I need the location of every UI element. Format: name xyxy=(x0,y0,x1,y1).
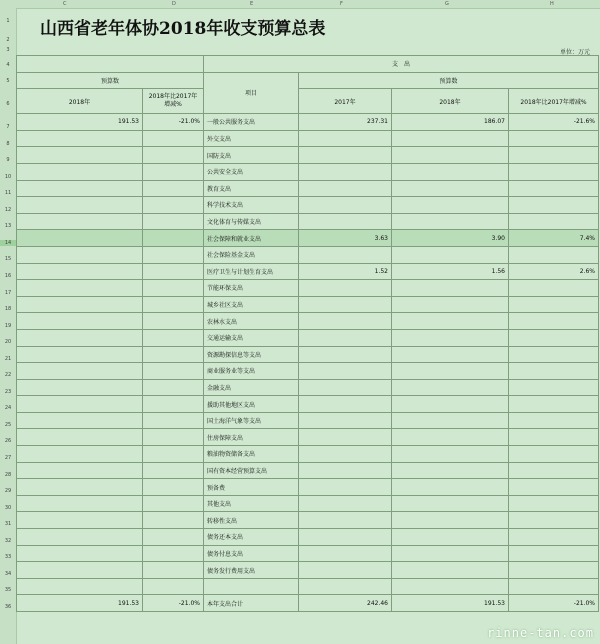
budget-2018-cell[interactable] xyxy=(17,429,143,446)
row-number[interactable]: 13 xyxy=(4,223,12,230)
change-left-cell[interactable] xyxy=(143,263,204,280)
value-2017-cell[interactable] xyxy=(299,578,392,595)
change-left-cell[interactable] xyxy=(143,562,204,579)
change-right-cell[interactable] xyxy=(509,446,599,463)
item-cell[interactable]: 债务付息支出 xyxy=(204,545,299,562)
value-2018-cell[interactable] xyxy=(392,130,509,147)
col-letter-g[interactable]: G xyxy=(445,1,449,7)
value-2017-cell[interactable]: 242.46 xyxy=(299,595,392,612)
col-letter-f[interactable]: F xyxy=(340,1,343,7)
change-right-cell[interactable] xyxy=(509,578,599,595)
change-left-cell[interactable] xyxy=(143,147,204,164)
value-2018-cell[interactable]: 191.53 xyxy=(392,595,509,612)
change-left-cell[interactable] xyxy=(143,197,204,214)
budget-2018-cell[interactable] xyxy=(17,462,143,479)
table-row xyxy=(17,578,599,595)
budget-header-right[interactable]: 预算数 xyxy=(299,72,599,89)
change-left-cell[interactable] xyxy=(143,429,204,446)
budget-table xyxy=(16,55,599,612)
change-right-cell[interactable] xyxy=(509,545,599,562)
item-cell[interactable]: 本年支出合计 xyxy=(204,595,299,612)
table-row xyxy=(17,396,599,413)
table-row xyxy=(17,263,599,280)
header-row-1 xyxy=(17,56,599,73)
value-2017-cell[interactable]: 3.63 xyxy=(299,230,392,247)
item-cell[interactable]: 科学技术支出 xyxy=(204,197,299,214)
change-right-cell[interactable] xyxy=(509,313,599,330)
change-right-cell[interactable] xyxy=(509,495,599,512)
change-right-cell[interactable] xyxy=(509,213,599,230)
budget-2018-cell[interactable] xyxy=(17,529,143,546)
value-2018-cell[interactable] xyxy=(392,329,509,346)
value-2018-cell[interactable] xyxy=(392,462,509,479)
change-right-cell[interactable]: 2.6% xyxy=(509,263,599,280)
value-2017-cell[interactable] xyxy=(299,213,392,230)
change-left-cell[interactable] xyxy=(143,180,204,197)
table-row xyxy=(17,296,599,313)
row-number[interactable]: 29 xyxy=(4,488,12,495)
table-row xyxy=(17,313,599,330)
row-number[interactable]: 27 xyxy=(4,455,12,461)
budget-2018-cell[interactable] xyxy=(17,578,143,595)
item-cell[interactable]: 国有资本经营预算支出 xyxy=(204,462,299,479)
table-row xyxy=(17,230,599,247)
change-left-cell[interactable] xyxy=(143,363,204,380)
value-2018-cell[interactable] xyxy=(392,545,509,562)
change-header-right[interactable]: 2018年比2017年增减% xyxy=(509,89,599,114)
table-row xyxy=(17,379,599,396)
table-row xyxy=(17,412,599,429)
change-right-cell[interactable] xyxy=(509,429,599,446)
row-number[interactable]: 25 xyxy=(4,421,12,428)
row-number[interactable]: 24 xyxy=(4,405,12,412)
value-2017-cell[interactable] xyxy=(299,147,392,164)
year-2018b-header[interactable]: 2018年 xyxy=(392,89,509,114)
change-right-cell[interactable] xyxy=(509,512,599,529)
item-cell[interactable] xyxy=(204,578,299,595)
row-number[interactable]: 33 xyxy=(4,554,12,561)
budget-2018-cell[interactable]: 191.53 xyxy=(17,595,143,612)
row-number[interactable]: 21 xyxy=(4,355,12,362)
row-number[interactable]: 6 xyxy=(6,101,10,107)
value-2018-cell[interactable] xyxy=(392,412,509,429)
table-row xyxy=(17,147,599,164)
change-left-cell[interactable] xyxy=(143,462,204,479)
item-cell[interactable]: 转移性支出 xyxy=(204,512,299,529)
year-2018-header[interactable]: 2018年 xyxy=(17,89,143,114)
row-number[interactable]: 9 xyxy=(6,157,10,164)
table-row xyxy=(17,163,599,180)
row-number[interactable]: 20 xyxy=(4,339,12,346)
budget-2018-cell[interactable] xyxy=(17,147,143,164)
item-cell[interactable]: 节能环保支出 xyxy=(204,280,299,297)
row-number[interactable]: 34 xyxy=(4,570,12,577)
row-number[interactable]: 12 xyxy=(4,206,12,213)
item-cell[interactable]: 城乡社区支出 xyxy=(204,296,299,313)
change-left-cell[interactable] xyxy=(143,529,204,546)
value-2018-cell[interactable] xyxy=(392,147,509,164)
budget-2018-cell[interactable] xyxy=(17,495,143,512)
page-title: 山西省老年体协2018年收支预算总表 xyxy=(40,19,326,39)
header-row-2 xyxy=(17,72,599,89)
change-right-cell[interactable] xyxy=(509,163,599,180)
budget-2018-cell[interactable] xyxy=(17,163,143,180)
year-2017-header[interactable]: 2017年 xyxy=(299,89,392,114)
change-right-cell[interactable] xyxy=(509,130,599,147)
value-2018-cell[interactable] xyxy=(392,396,509,413)
header-row-3 xyxy=(17,89,599,114)
row-number[interactable]: 3 xyxy=(6,47,10,53)
change-left-cell[interactable] xyxy=(143,396,204,413)
row-number[interactable]: 26 xyxy=(4,438,12,445)
change-left-cell[interactable] xyxy=(143,296,204,313)
change-right-cell[interactable]: 7.4% xyxy=(509,230,599,247)
item-cell[interactable]: 商业服务业等支出 xyxy=(204,363,299,380)
value-2017-cell[interactable] xyxy=(299,329,392,346)
value-2018-cell[interactable] xyxy=(392,446,509,463)
value-2018-cell[interactable] xyxy=(392,296,509,313)
table-row xyxy=(17,545,599,562)
change-left-cell[interactable] xyxy=(143,213,204,230)
row-number[interactable]: 28 xyxy=(4,471,12,478)
value-2018-cell[interactable] xyxy=(392,346,509,363)
budget-2018-cell[interactable] xyxy=(17,379,143,396)
value-2017-cell[interactable] xyxy=(299,280,392,297)
budget-2018-cell[interactable] xyxy=(17,296,143,313)
row-number[interactable]: 23 xyxy=(4,388,12,395)
change-right-cell[interactable] xyxy=(509,363,599,380)
change-left-cell[interactable] xyxy=(143,313,204,330)
value-2018-cell[interactable] xyxy=(392,197,509,214)
table-row xyxy=(17,495,599,512)
table-row xyxy=(17,346,599,363)
change-right-cell[interactable] xyxy=(509,180,599,197)
change-right-cell[interactable] xyxy=(509,462,599,479)
value-2017-cell[interactable] xyxy=(299,180,392,197)
value-2017-cell[interactable]: 1.52 xyxy=(299,263,392,280)
budget-2018-cell[interactable] xyxy=(17,197,143,214)
item-cell[interactable]: 农林水支出 xyxy=(204,313,299,330)
change-right-cell[interactable] xyxy=(509,346,599,363)
value-2017-cell[interactable] xyxy=(299,462,392,479)
value-2017-cell[interactable] xyxy=(299,512,392,529)
table-row xyxy=(17,363,599,380)
value-2017-cell[interactable] xyxy=(299,545,392,562)
value-2018-cell[interactable] xyxy=(392,512,509,529)
column-header-bar xyxy=(0,0,600,9)
value-2018-cell[interactable] xyxy=(392,163,509,180)
row-number[interactable]: 4 xyxy=(6,62,10,68)
table-row xyxy=(17,462,599,479)
item-cell[interactable]: 文化体育与传媒支出 xyxy=(204,213,299,230)
budget-2018-cell[interactable] xyxy=(17,363,143,380)
value-2017-cell[interactable] xyxy=(299,363,392,380)
row-number[interactable]: 7 xyxy=(6,124,10,130)
value-2018-cell[interactable] xyxy=(392,495,509,512)
value-2018-cell[interactable]: 3.90 xyxy=(392,230,509,247)
row-number[interactable]: 1 xyxy=(6,18,10,24)
change-right-cell[interactable] xyxy=(509,479,599,496)
item-cell[interactable]: 粮油物资储备支出 xyxy=(204,446,299,463)
item-cell[interactable]: 住房保障支出 xyxy=(204,429,299,446)
value-2017-cell[interactable] xyxy=(299,446,392,463)
expense-header[interactable]: 支 出 xyxy=(204,56,599,73)
budget-2018-cell[interactable] xyxy=(17,562,143,579)
table-row xyxy=(17,114,599,131)
table-row xyxy=(17,213,599,230)
budget-2018-cell[interactable] xyxy=(17,280,143,297)
change-right-cell[interactable] xyxy=(509,412,599,429)
change-left-cell[interactable] xyxy=(143,280,204,297)
change-right-cell[interactable] xyxy=(509,246,599,263)
row-number[interactable]: 10 xyxy=(4,173,12,180)
value-2018-cell[interactable] xyxy=(392,429,509,446)
item-cell[interactable]: 交通运输支出 xyxy=(204,329,299,346)
item-cell[interactable]: 国防支出 xyxy=(204,147,299,164)
value-2018-cell[interactable] xyxy=(392,529,509,546)
value-2018-cell[interactable]: 1.56 xyxy=(392,263,509,280)
change-right-cell[interactable] xyxy=(509,379,599,396)
table-row xyxy=(17,280,599,297)
budget-2018-cell[interactable] xyxy=(17,512,143,529)
row-number[interactable]: 36 xyxy=(4,603,12,610)
value-2017-cell[interactable] xyxy=(299,379,392,396)
row-number[interactable]: 8 xyxy=(6,140,10,147)
budget-2018-cell[interactable] xyxy=(17,313,143,330)
change-left-cell[interactable] xyxy=(143,412,204,429)
table-row xyxy=(17,197,599,214)
value-2017-cell[interactable] xyxy=(299,479,392,496)
value-2018-cell[interactable] xyxy=(392,313,509,330)
value-2017-cell[interactable] xyxy=(299,562,392,579)
row-number[interactable]: 16 xyxy=(4,272,12,279)
col-letter-c[interactable]: C xyxy=(63,1,67,7)
change-left-cell[interactable] xyxy=(143,230,204,247)
table-row xyxy=(17,562,599,579)
item-cell[interactable]: 债务还本支出 xyxy=(204,529,299,546)
item-cell[interactable]: 外交支出 xyxy=(204,130,299,147)
value-2017-cell[interactable] xyxy=(299,296,392,313)
change-right-cell[interactable] xyxy=(509,329,599,346)
col-letter-d[interactable]: D xyxy=(172,1,176,7)
value-2017-cell[interactable] xyxy=(299,130,392,147)
row-number-column xyxy=(0,8,17,644)
item-cell[interactable]: 社会保险基金支出 xyxy=(204,246,299,263)
value-2017-cell[interactable] xyxy=(299,529,392,546)
item-cell[interactable]: 其他支出 xyxy=(204,495,299,512)
value-2018-cell[interactable] xyxy=(392,180,509,197)
value-2017-cell[interactable] xyxy=(299,412,392,429)
value-2018-cell[interactable] xyxy=(392,280,509,297)
value-2017-cell[interactable] xyxy=(299,429,392,446)
table-row xyxy=(17,529,599,546)
change-left-cell[interactable] xyxy=(143,379,204,396)
budget-2018-cell[interactable] xyxy=(17,545,143,562)
row-number[interactable]: 14 xyxy=(0,240,16,246)
row-number[interactable]: 15 xyxy=(4,256,12,263)
change-left-cell[interactable] xyxy=(143,346,204,363)
budget-header-left[interactable]: 预算数 xyxy=(17,72,204,89)
item-cell[interactable]: 资源勘探信息等支出 xyxy=(204,346,299,363)
table-row xyxy=(17,246,599,263)
budget-2018-cell[interactable] xyxy=(17,263,143,280)
row-number[interactable]: 17 xyxy=(4,289,12,296)
change-left-cell[interactable] xyxy=(143,578,204,595)
value-2018-cell[interactable]: 186.07 xyxy=(392,114,509,131)
change-left-cell[interactable] xyxy=(143,545,204,562)
budget-2018-cell[interactable] xyxy=(17,479,143,496)
budget-2018-cell[interactable] xyxy=(17,412,143,429)
change-right-cell[interactable] xyxy=(509,280,599,297)
value-2017-cell[interactable] xyxy=(299,197,392,214)
budget-2018-cell[interactable] xyxy=(17,446,143,463)
value-2018-cell[interactable] xyxy=(392,213,509,230)
change-right-cell[interactable]: -21.6% xyxy=(509,114,599,131)
change-right-cell[interactable] xyxy=(509,197,599,214)
item-cell[interactable]: 国土海洋气象等支出 xyxy=(204,412,299,429)
budget-2018-cell[interactable] xyxy=(17,246,143,263)
table-row xyxy=(17,130,599,147)
change-right-cell[interactable] xyxy=(509,562,599,579)
table-row xyxy=(17,479,599,496)
value-2017-cell[interactable] xyxy=(299,346,392,363)
row-number[interactable]: 18 xyxy=(4,306,12,313)
row-number[interactable]: 31 xyxy=(4,521,12,528)
change-left-cell[interactable] xyxy=(143,446,204,463)
change-right-cell[interactable] xyxy=(509,296,599,313)
budget-2018-cell[interactable] xyxy=(17,130,143,147)
item-cell[interactable]: 预备费 xyxy=(204,479,299,496)
change-header-left[interactable]: 2018年比2017年增减% xyxy=(143,89,204,114)
item-header[interactable]: 项目 xyxy=(204,72,299,114)
value-2017-cell[interactable] xyxy=(299,163,392,180)
row-number[interactable]: 35 xyxy=(4,587,12,594)
change-left-cell[interactable]: -21.0% xyxy=(143,595,204,612)
watermark: rinne-tan.com xyxy=(487,626,594,640)
unit-label: 单位：万元 xyxy=(559,49,590,56)
col-letter-h[interactable]: H xyxy=(550,1,554,7)
change-left-cell[interactable] xyxy=(143,130,204,147)
budget-2018-cell[interactable]: 191.53 xyxy=(17,114,143,131)
row-number[interactable]: 2 xyxy=(6,37,10,43)
change-left-cell[interactable] xyxy=(143,246,204,263)
budget-2018-cell[interactable] xyxy=(17,180,143,197)
value-2018-cell[interactable] xyxy=(392,363,509,380)
row-number[interactable]: 11 xyxy=(4,190,12,197)
row-number[interactable]: 30 xyxy=(4,504,12,511)
value-2018-cell[interactable] xyxy=(392,479,509,496)
col-letter-e[interactable]: E xyxy=(250,1,254,7)
budget-2018-cell[interactable] xyxy=(17,346,143,363)
row-number[interactable]: 22 xyxy=(4,372,12,379)
row-number[interactable]: 19 xyxy=(4,322,12,329)
value-2017-cell[interactable]: 237.31 xyxy=(299,114,392,131)
value-2018-cell[interactable] xyxy=(392,379,509,396)
item-cell[interactable]: 债务发行费用支出 xyxy=(204,562,299,579)
change-left-cell[interactable]: -21.0% xyxy=(143,114,204,131)
item-cell[interactable]: 教育支出 xyxy=(204,180,299,197)
change-right-cell[interactable] xyxy=(509,147,599,164)
change-left-cell[interactable] xyxy=(143,329,204,346)
change-left-cell[interactable] xyxy=(143,495,204,512)
value-2017-cell[interactable] xyxy=(299,246,392,263)
change-right-cell[interactable] xyxy=(509,396,599,413)
change-left-cell[interactable] xyxy=(143,163,204,180)
item-cell[interactable]: 金融支出 xyxy=(204,379,299,396)
table-row xyxy=(17,180,599,197)
value-2017-cell[interactable] xyxy=(299,396,392,413)
change-right-cell[interactable]: -21.0% xyxy=(509,595,599,612)
budget-2018-cell[interactable] xyxy=(17,329,143,346)
change-left-cell[interactable] xyxy=(143,479,204,496)
table-row xyxy=(17,512,599,529)
budget-2018-cell[interactable] xyxy=(17,213,143,230)
value-2017-cell[interactable] xyxy=(299,495,392,512)
item-cell[interactable]: 援助其他地区支出 xyxy=(204,396,299,413)
header-blank-cell[interactable] xyxy=(17,56,204,73)
table-row xyxy=(17,446,599,463)
budget-2018-cell[interactable] xyxy=(17,230,143,247)
row-number[interactable]: 32 xyxy=(4,537,12,544)
change-left-cell[interactable] xyxy=(143,512,204,529)
value-2018-cell[interactable] xyxy=(392,246,509,263)
item-cell[interactable]: 一般公共服务支出 xyxy=(204,114,299,131)
budget-2018-cell[interactable] xyxy=(17,396,143,413)
item-cell[interactable]: 公共安全支出 xyxy=(204,163,299,180)
change-right-cell[interactable] xyxy=(509,529,599,546)
value-2017-cell[interactable] xyxy=(299,313,392,330)
table-row xyxy=(17,329,599,346)
item-cell[interactable]: 社会保障和就业支出 xyxy=(204,230,299,247)
table-row xyxy=(17,595,599,612)
table-row xyxy=(17,429,599,446)
item-cell[interactable]: 医疗卫生与计划生育支出 xyxy=(204,263,299,280)
row-number[interactable]: 5 xyxy=(6,78,10,84)
value-2018-cell[interactable] xyxy=(392,562,509,579)
value-2018-cell[interactable] xyxy=(392,578,509,595)
